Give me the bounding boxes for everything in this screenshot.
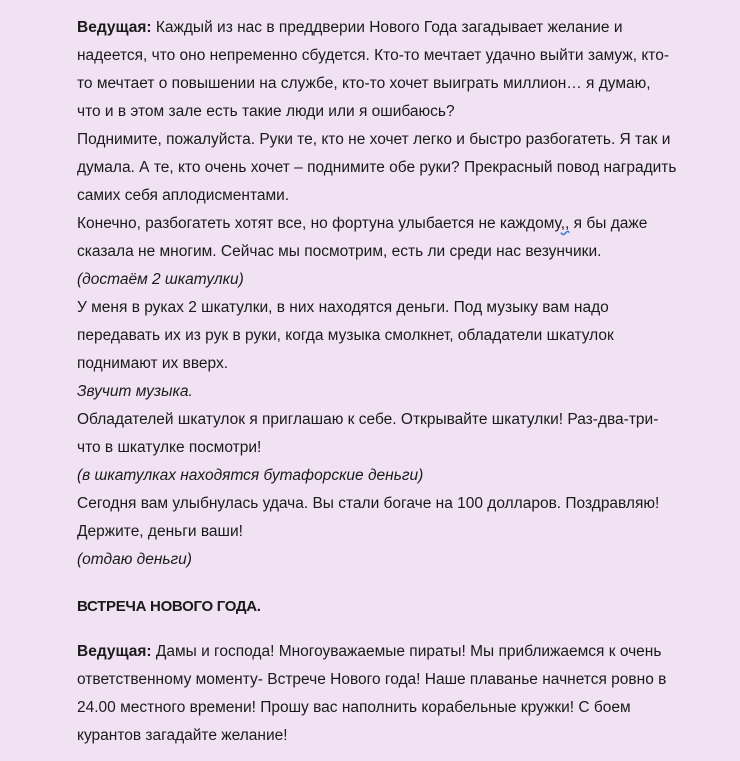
section-intro — [77, 14, 707, 574]
paragraph-5-line-1: Обладателей шкатулок я приглашаю к себе. Открывайте шкатулки! Раз-два-три- — [77, 411, 659, 428]
paragraph-7-line-2: ответственному моменту- Встрече Нового года! Наше плаванье начнется ровно в — [77, 671, 667, 688]
paragraph-4-line-2: передавать их из рук в руки, когда музыка смолкнет, обладатели шкатулок — [77, 327, 614, 344]
paragraph-1-line-2: надеется, что оно непременно сбудется. Кто-то мечтает удачно выйти замуж, кто- — [77, 47, 669, 64]
paragraph-1-line-3: то мечтает о повышении на службе, кто-то хочет выиграть миллион… я думаю, — [77, 75, 651, 92]
paragraph-3-line-2: сказала не многим. Сейчас мы посмотрим, есть ли среди нас везунчики. — [77, 243, 602, 260]
paragraph-7-line-1: Ведущая: Дамы и господа! Многоуважаемые пираты! Мы приближаемся к очень — [77, 643, 662, 660]
stage-direction-money: (отдаю деньги) — [77, 551, 192, 568]
stage-direction-props: (в шкатулках находятся бутафорские деньги) — [77, 467, 424, 484]
paragraph-3-line-1: Конечно, разбогатеть хотят все, но фортуна улыбается не каждому,, я бы даже — [77, 215, 648, 232]
paragraph-6-line-2: Держите, деньги ваши! — [77, 523, 243, 540]
stage-direction-music: Звучит музыка. — [77, 383, 193, 400]
paragraph-2-line-2: думала. А те, кто очень хочет – поднимите обе руки? Прекрасный повод наградить — [77, 159, 677, 176]
paragraph-7-line-3: 24.00 местного времени! Прошу вас наполнить корабельные кружки! С боем — [77, 699, 631, 716]
paragraph-2-line-1: Поднимите, пожалуйста. Руки те, кто не хочет легко и быстро разбогатеть. Я так и — [77, 131, 671, 148]
section-heading: ВСТРЕЧА НОВОГО ГОДА. — [77, 598, 261, 615]
stage-direction-boxes: (достаём 2 шкатулки) — [77, 271, 244, 288]
section-new-year — [77, 638, 707, 750]
paragraph-7-line-4: курантов загадайте желание! — [77, 727, 288, 744]
spellcheck-mark: ,, — [560, 215, 570, 232]
speaker-label: Ведущая: — [77, 19, 152, 36]
paragraph-4-line-1: У меня в руках 2 шкатулки, в них находятся деньги. Под музыку вам надо — [77, 299, 609, 316]
speaker-label: Ведущая: — [77, 643, 152, 660]
paragraph-4-line-3: поднимают их вверх. — [77, 355, 229, 372]
paragraph-2-line-3: самих себя аплодисментами. — [77, 187, 290, 204]
paragraph-5-line-2: что в шкатулке посмотри! — [77, 439, 262, 456]
paragraph-1-line-4: что и в этом зале есть такие люди или я ошибаюсь? — [77, 103, 455, 120]
paragraph-6-line-1: Сегодня вам улыбнулась удача. Вы стали богаче на 100 долларов. Поздравляю! — [77, 495, 660, 512]
paragraph-1-line-1: Ведущая: Каждый из нас в преддверии Нового Года загадывает желание и — [77, 19, 623, 36]
